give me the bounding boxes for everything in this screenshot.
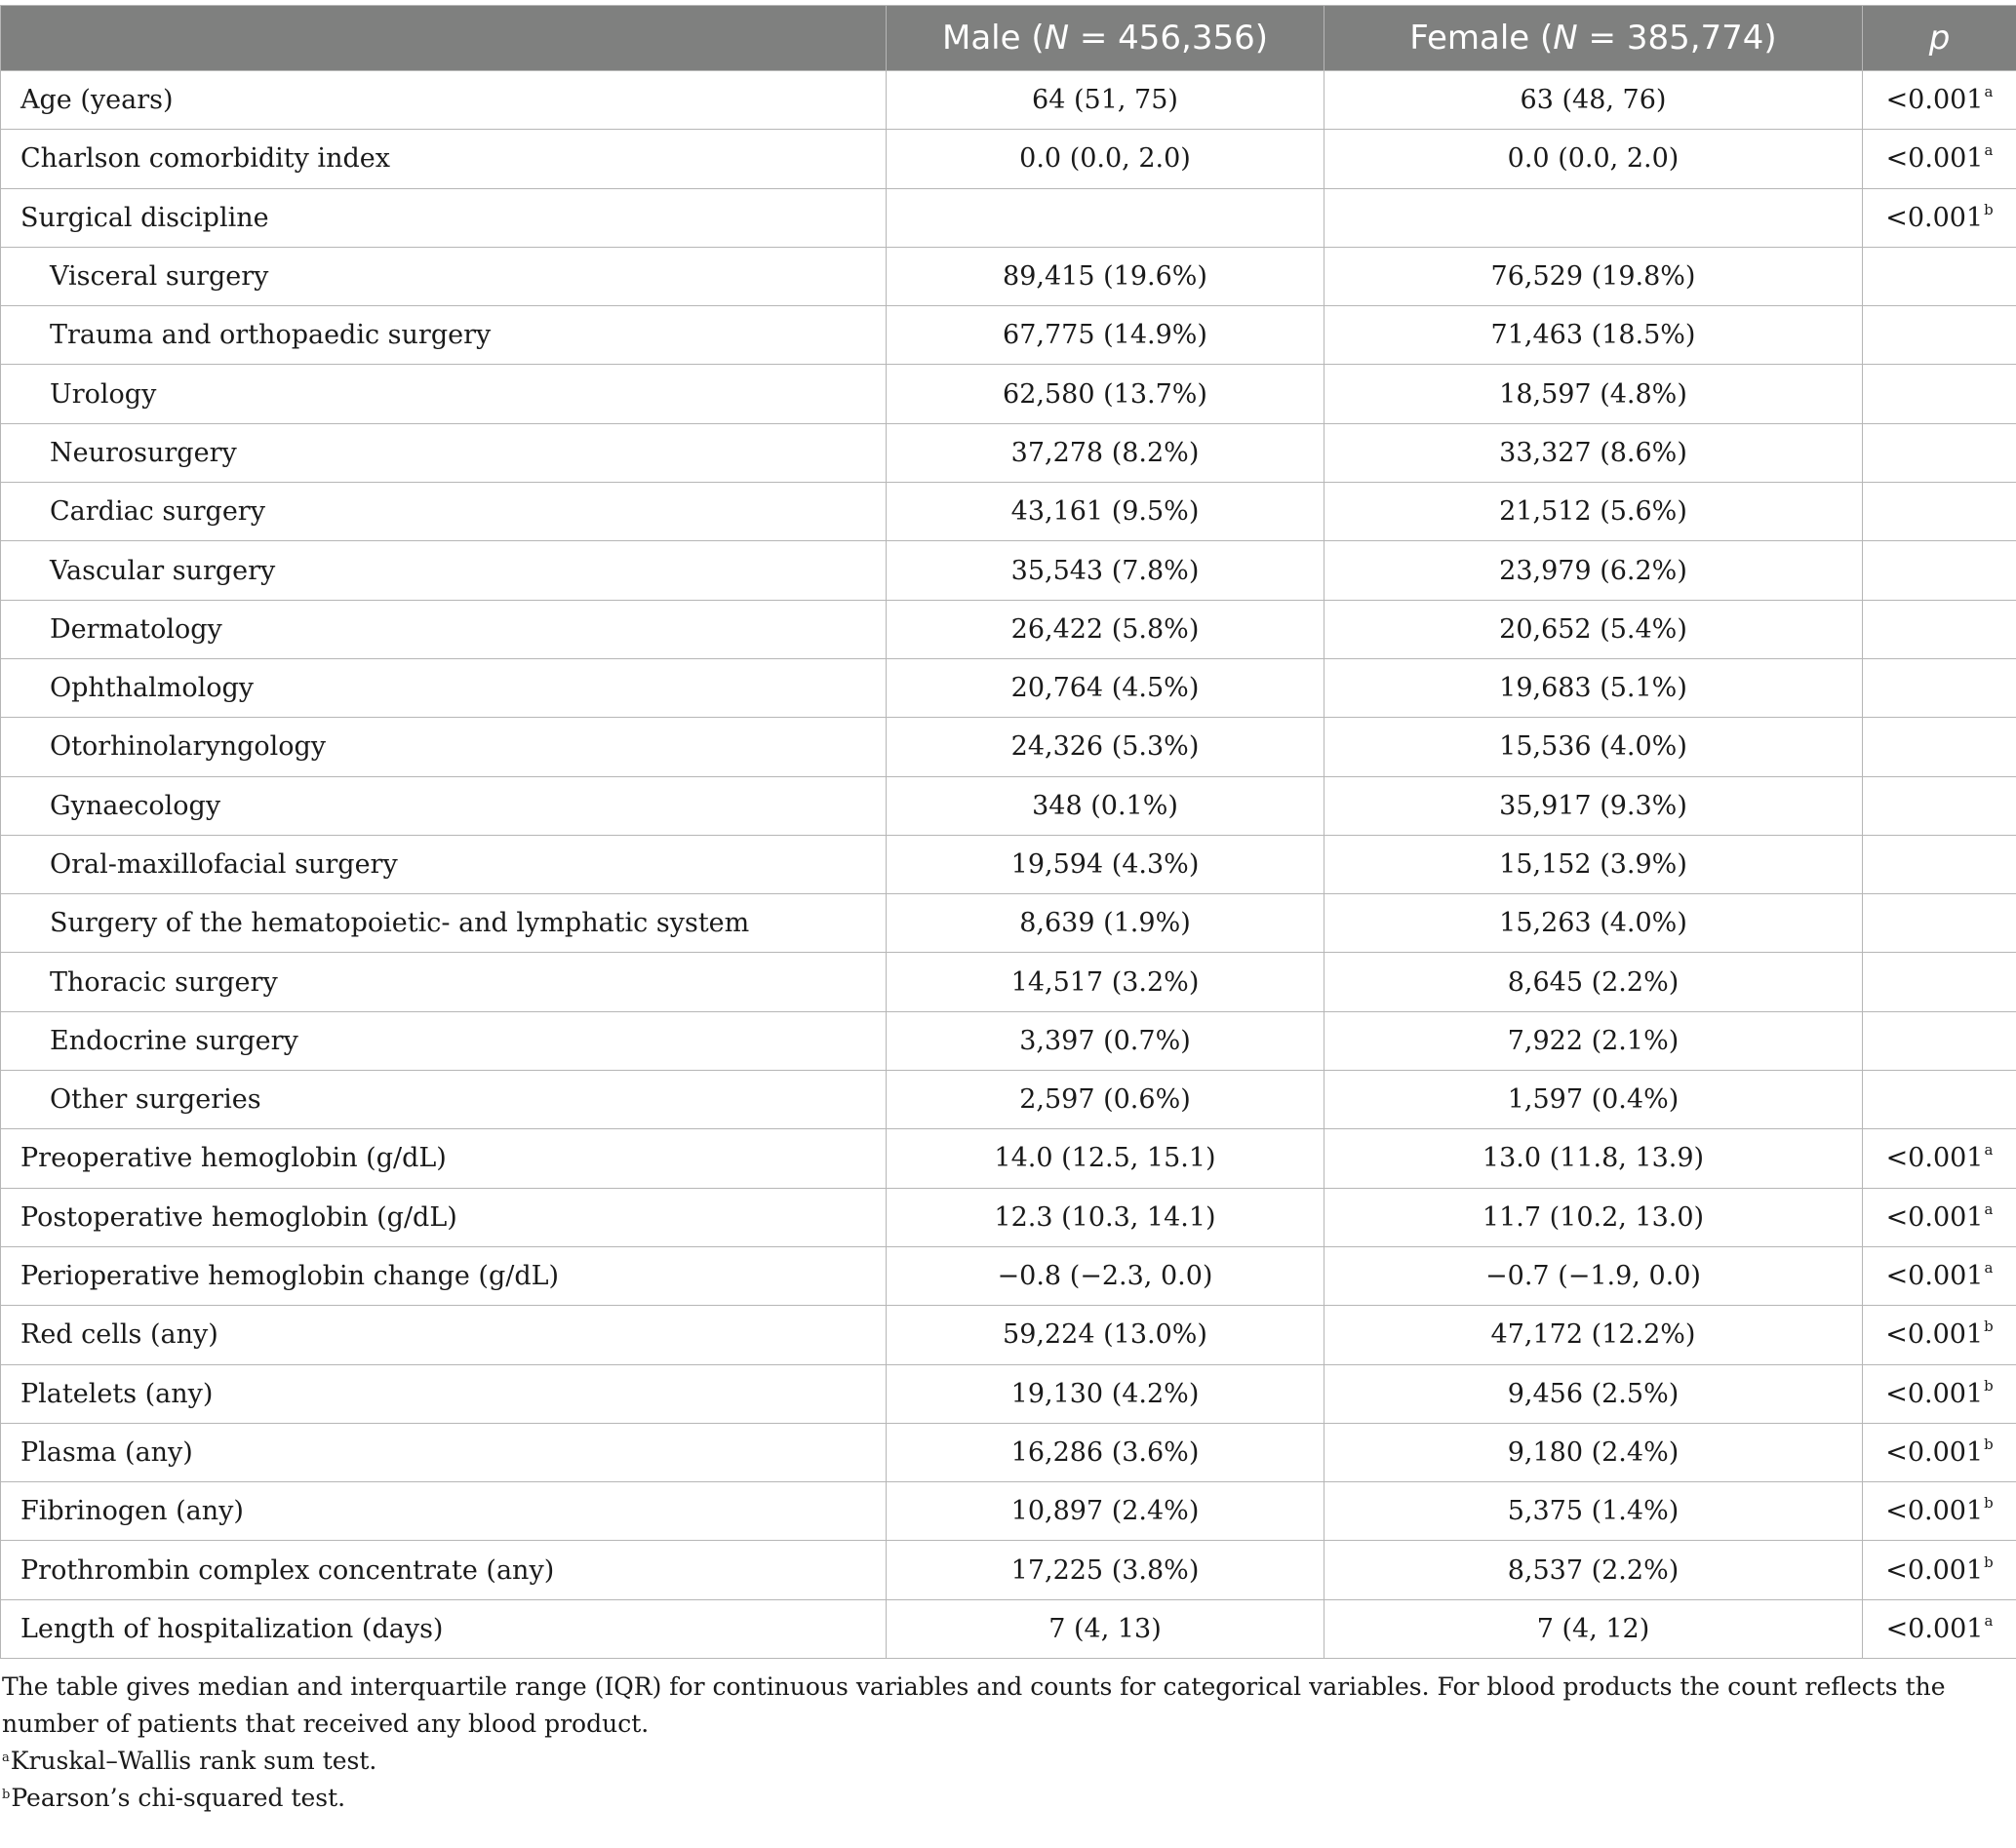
table-row (1, 600, 2016, 658)
table-row (1, 1423, 2016, 1481)
male-value: 19,130 (4.2%) (887, 1364, 1324, 1423)
p-value (1863, 776, 2016, 835)
row-label: Ophthalmology (1, 658, 887, 717)
row-label: Dermatology (1, 600, 887, 658)
table-row (1, 1306, 2016, 1364)
male-value: 348 (0.1%) (887, 776, 1324, 835)
p-value-footnote-mark: b (1984, 1494, 1994, 1513)
female-value: 15,152 (3.9%) (1324, 835, 1863, 893)
table-row (1, 483, 2016, 541)
header-female: Female (N = 385,774) (1324, 6, 1863, 71)
p-value (1863, 1599, 2016, 1658)
table-row (1, 1599, 2016, 1658)
table-row (1, 1541, 2016, 1599)
table-row (1, 835, 2016, 893)
female-value: 20,652 (5.4%) (1324, 600, 1863, 658)
row-label: Charlson comorbidity index (1, 130, 887, 188)
row-label: Thoracic surgery (1, 953, 887, 1011)
table-row (1, 1482, 2016, 1541)
female-value: −0.7 (−1.9, 0.0) (1324, 1246, 1863, 1305)
male-value: 3,397 (0.7%) (887, 1011, 1324, 1070)
p-value-text: <0.001 (1885, 1378, 1984, 1409)
male-value: 20,764 (4.5%) (887, 658, 1324, 717)
row-label: Surgery of the hematopoietic- and lymphatic system (1, 894, 887, 953)
female-value: 5,375 (1.4%) (1324, 1482, 1863, 1541)
female-value: 8,537 (2.2%) (1324, 1541, 1863, 1599)
footnote-b: $^b$Pearson’s chi-squared test. (2, 1784, 346, 1813)
female-value: 11.7 (10.2, 13.0) (1324, 1188, 1863, 1246)
table-row (1, 306, 2016, 365)
p-value (1863, 1246, 2016, 1305)
row-label: Urology (1, 365, 887, 423)
p-value-footnote-mark: a (1984, 1199, 1994, 1218)
p-value-footnote-mark: a (1984, 1259, 1994, 1278)
table-row (1, 1011, 2016, 1070)
male-value: 35,543 (7.8%) (887, 541, 1324, 600)
table-row (1, 658, 2016, 717)
p-value (1863, 894, 2016, 953)
row-label: Other surgeries (1, 1071, 887, 1129)
p-value-footnote-mark: a (1984, 141, 1994, 160)
p-value (1863, 306, 2016, 365)
p-value-footnote-mark: b (1984, 1317, 1994, 1336)
row-label: Oral-maxillofacial surgery (1, 835, 887, 893)
row-label: Postoperative hemoglobin (g/dL) (1, 1188, 887, 1246)
male-value: 62,580 (13.7%) (887, 365, 1324, 423)
p-value (1863, 658, 2016, 717)
female-value: 15,536 (4.0%) (1324, 718, 1863, 776)
p-value-footnote-mark: b (1984, 1553, 1994, 1571)
p-value (1863, 600, 2016, 658)
female-value: 7 (4, 12) (1324, 1599, 1863, 1658)
table-row (1, 894, 2016, 953)
table-row (1, 1129, 2016, 1188)
row-label: Age (years) (1, 71, 887, 130)
header-row (1, 6, 2016, 71)
footnote-a: $^a$Kruskal–Wallis rank sum test. (2, 1747, 377, 1776)
row-label: Cardiac surgery (1, 483, 887, 541)
male-value (887, 188, 1324, 247)
p-value (1863, 1306, 2016, 1364)
table-row (1, 718, 2016, 776)
p-value (1863, 1423, 2016, 1481)
p-value (1863, 365, 2016, 423)
p-value-text: <0.001 (1885, 85, 1984, 116)
p-value-text: <0.001 (1885, 1554, 1984, 1586)
male-value: 89,415 (19.6%) (887, 247, 1324, 305)
female-value: 35,917 (9.3%) (1324, 776, 1863, 835)
female-value: 21,512 (5.6%) (1324, 483, 1863, 541)
male-value: 19,594 (4.3%) (887, 835, 1324, 893)
male-value: 12.3 (10.3, 14.1) (887, 1188, 1324, 1246)
female-value: 13.0 (11.8, 13.9) (1324, 1129, 1863, 1188)
row-label: Plasma (any) (1, 1423, 887, 1481)
male-value: 7 (4, 13) (887, 1599, 1324, 1658)
table-row (1, 423, 2016, 482)
p-value (1863, 188, 2016, 247)
p-value-text: <0.001 (1885, 1143, 1984, 1174)
p-value (1863, 130, 2016, 188)
female-value: 15,263 (4.0%) (1324, 894, 1863, 953)
row-label: Trauma and orthopaedic surgery (1, 306, 887, 365)
female-value: 9,456 (2.5%) (1324, 1364, 1863, 1423)
row-label: Neurosurgery (1, 423, 887, 482)
male-value: 26,422 (5.8%) (887, 600, 1324, 658)
male-value: 14.0 (12.5, 15.1) (887, 1129, 1324, 1188)
row-label: Gynaecology (1, 776, 887, 835)
row-label: Perioperative hemoglobin change (g/dL) (1, 1246, 887, 1305)
female-value: 47,172 (12.2%) (1324, 1306, 1863, 1364)
male-value: 17,225 (3.8%) (887, 1541, 1324, 1599)
p-value-footnote-mark: b (1984, 1435, 1994, 1453)
table-row (1, 365, 2016, 423)
male-value: 0.0 (0.0, 2.0) (887, 130, 1324, 188)
header-variable (1, 6, 887, 71)
male-value: 2,597 (0.6%) (887, 1071, 1324, 1129)
female-value: 33,327 (8.6%) (1324, 423, 1863, 482)
row-label: Surgical discipline (1, 188, 887, 247)
p-value (1863, 483, 2016, 541)
male-value: 64 (51, 75) (887, 71, 1324, 130)
p-value-footnote-mark: b (1984, 200, 1994, 218)
male-value: 67,775 (14.9%) (887, 306, 1324, 365)
table-container (0, 5, 2016, 1817)
female-value: 23,979 (6.2%) (1324, 541, 1863, 600)
p-value-footnote-mark: a (1984, 1141, 1994, 1160)
row-label: Vascular surgery (1, 541, 887, 600)
table-row (1, 130, 2016, 188)
row-label: Preoperative hemoglobin (g/dL) (1, 1129, 887, 1188)
table-row (1, 1364, 2016, 1423)
p-value-text: <0.001 (1885, 1201, 1984, 1233)
p-value (1863, 247, 2016, 305)
table-row (1, 1188, 2016, 1246)
male-value: 43,161 (9.5%) (887, 483, 1324, 541)
footnote-a-mark: a (2, 1750, 10, 1766)
p-value-text: <0.001 (1885, 1436, 1984, 1468)
p-value-text: <0.001 (1885, 143, 1984, 175)
female-value (1324, 188, 1863, 247)
p-value (1863, 1364, 2016, 1423)
male-value: 14,517 (3.2%) (887, 953, 1324, 1011)
table-row (1, 188, 2016, 247)
table-footnotes (0, 1659, 1982, 1817)
p-value (1863, 1482, 2016, 1541)
p-value (1863, 718, 2016, 776)
p-value-text: <0.001 (1885, 1496, 1984, 1527)
p-value (1863, 1188, 2016, 1246)
row-label: Prothrombin complex concentrate (any) (1, 1541, 887, 1599)
female-value: 8,645 (2.2%) (1324, 953, 1863, 1011)
p-value (1863, 423, 2016, 482)
table-row (1, 247, 2016, 305)
male-value: 10,897 (2.4%) (887, 1482, 1324, 1541)
female-value: 9,180 (2.4%) (1324, 1423, 1863, 1481)
row-label: Platelets (any) (1, 1364, 887, 1423)
female-value: 71,463 (18.5%) (1324, 306, 1863, 365)
table-row (1, 541, 2016, 600)
header-female-n: N (1553, 19, 1578, 58)
footnote-main: The table gives median and interquartile range (IQR) for continuous variables and counts for categorical variables. For blood products the count reflects the number of patients that received any blood product. (2, 1672, 1946, 1739)
female-value: 19,683 (5.1%) (1324, 658, 1863, 717)
header-male: Male (N = 456,356) (887, 6, 1324, 71)
row-label: Otorhinolaryngology (1, 718, 887, 776)
data-table (0, 5, 2016, 1659)
table-row (1, 1246, 2016, 1305)
p-value-text: <0.001 (1885, 202, 1984, 233)
female-value: 1,597 (0.4%) (1324, 1071, 1863, 1129)
male-value: 8,639 (1.9%) (887, 894, 1324, 953)
p-value (1863, 1071, 2016, 1129)
male-value: −0.8 (−2.3, 0.0) (887, 1246, 1324, 1305)
table-row (1, 953, 2016, 1011)
female-value: 18,597 (4.8%) (1324, 365, 1863, 423)
p-value-text: <0.001 (1885, 1319, 1984, 1351)
row-label: Red cells (any) (1, 1306, 887, 1364)
header-male-n: N (1044, 19, 1070, 58)
p-value (1863, 71, 2016, 130)
row-label: Visceral surgery (1, 247, 887, 305)
p-value-text: <0.001 (1885, 1613, 1984, 1644)
male-value: 24,326 (5.3%) (887, 718, 1324, 776)
p-value (1863, 1541, 2016, 1599)
p-value (1863, 541, 2016, 600)
row-label: Endocrine surgery (1, 1011, 887, 1070)
male-value: 37,278 (8.2%) (887, 423, 1324, 482)
row-label: Length of hospitalization (days) (1, 1599, 887, 1658)
p-value (1863, 835, 2016, 893)
table-row (1, 71, 2016, 130)
p-value (1863, 953, 2016, 1011)
female-value: 76,529 (19.8%) (1324, 247, 1863, 305)
table-row (1, 776, 2016, 835)
male-value: 59,224 (13.0%) (887, 1306, 1324, 1364)
p-value-text: <0.001 (1885, 1261, 1984, 1292)
header-p-value: p (1863, 6, 2016, 71)
p-value-footnote-mark: b (1984, 1376, 1994, 1395)
female-value: 0.0 (0.0, 2.0) (1324, 130, 1863, 188)
table-row (1, 1071, 2016, 1129)
p-value-footnote-mark: a (1984, 83, 1994, 101)
female-value: 63 (48, 76) (1324, 71, 1863, 130)
p-value (1863, 1129, 2016, 1188)
female-value: 7,922 (2.1%) (1324, 1011, 1863, 1070)
p-value (1863, 1011, 2016, 1070)
footnote-b-mark: b (2, 1788, 11, 1803)
male-value: 16,286 (3.6%) (887, 1423, 1324, 1481)
row-label: Fibrinogen (any) (1, 1482, 887, 1541)
p-value-footnote-mark: a (1984, 1611, 1994, 1630)
